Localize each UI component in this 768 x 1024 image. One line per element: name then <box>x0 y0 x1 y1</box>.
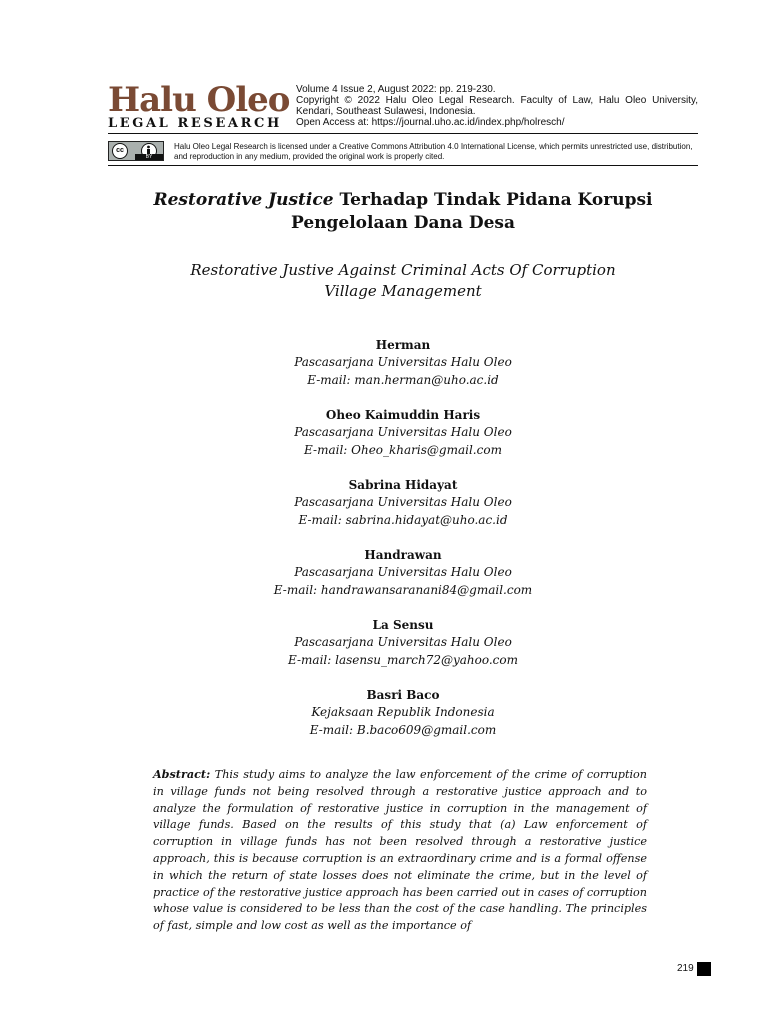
author-affiliation: Pascasarjana Universitas Halu Oleo <box>294 565 512 579</box>
author-block <box>108 336 698 406</box>
logo-main-text: Halu Oleo <box>108 80 290 120</box>
logo-sub-text: LEGAL RESEARCH <box>108 116 282 131</box>
page-marker-square <box>697 962 711 976</box>
title-italic-part: Restorative Justice <box>153 190 334 210</box>
paper-title <box>108 189 698 235</box>
author-name: Sabrina Hidayat <box>348 478 458 492</box>
author-list <box>108 336 698 756</box>
subtitle-line1: Restorative Justive Against Criminal Acts Of Corruption <box>190 261 616 279</box>
author-name: Basri Baco <box>366 688 440 702</box>
abstract-label: Abstract: <box>153 767 211 781</box>
author-email: E-mail: man.herman@uho.ac.id <box>307 372 499 387</box>
abstract-text: This study aims to analyze the law enforcement of the crime of corruption in village funds not being resolved through a restorative justice approach and to analyze the formulation of restorative justice in corruption in the management of village funds. Based on the results of this study that (a) Law enforcement of corruption in village funds has not been resolved through a restorative justice approach, this is because corruption is an extraordinary crime and is a formal offense in which the return of state losses does not eliminate the crime, but in the level of practice of the restorative justice approach has been carried out in cases of corruption whose value is considered to be less than the cost of the case handling. The principles of fast, simple and low cost as well as the importance of <box>153 768 647 933</box>
author-block <box>108 686 698 756</box>
volume-line: Volume 4 Issue 2, August 2022: pp. 219-230. <box>296 84 496 95</box>
author-name: Oheo Kaimuddin Haris <box>325 408 481 422</box>
author-block <box>108 406 698 476</box>
open-access-link[interactable]: Open Access at: https://journal.uho.ac.id/index.php/holresch/ <box>296 117 565 128</box>
author-email: E-mail: sabrina.hidayat@uho.ac.id <box>298 512 508 527</box>
abstract-paragraph <box>153 766 647 935</box>
title-line2: Pengelolaan Dana Desa <box>291 213 515 233</box>
author-name: La Sensu <box>372 618 434 632</box>
author-affiliation: Pascasarjana Universitas Halu Oleo <box>294 355 512 369</box>
author-email: E-mail: Oheo_kharis@gmail.com <box>304 442 502 457</box>
by-label: BY <box>135 154 163 160</box>
author-block <box>108 546 698 616</box>
author-affiliation: Pascasarjana Universitas Halu Oleo <box>294 495 512 509</box>
copyright-line: Copyright © 2022 Halu Oleo Legal Research. Faculty of Law, Halu Oleo University, Kendari, Southeast Sulawesi, Indonesia. <box>296 95 698 117</box>
journal-logo <box>108 82 288 131</box>
creative-commons-badge[interactable] <box>108 141 164 161</box>
author-name: Herman <box>375 338 431 352</box>
author-email: E-mail: handrawansaranani84@gmail.com <box>273 582 533 597</box>
author-affiliation: Kejaksaan Republik Indonesia <box>311 705 495 719</box>
author-affiliation: Pascasarjana Universitas Halu Oleo <box>294 635 512 649</box>
title-line1-rest: Terhadap Tindak Pidana Korupsi <box>333 190 653 210</box>
author-block <box>108 476 698 546</box>
publication-info <box>296 84 698 128</box>
license-text: Halu Oleo Legal Research is licensed under a Creative Commons Attribution 4.0 International License, which permits unrestricted use, distribution, and reproduction in any medium, provided the original work is properly cited. <box>174 142 693 161</box>
header-divider-bottom <box>108 165 698 166</box>
header-divider-top <box>108 133 698 134</box>
cc-icon: cc <box>112 143 128 159</box>
author-affiliation: Pascasarjana Universitas Halu Oleo <box>294 425 512 439</box>
paper-subtitle <box>108 260 698 302</box>
author-block <box>108 616 698 686</box>
author-name: Handrawan <box>364 548 442 562</box>
page-number: 219 <box>677 963 694 974</box>
author-email: E-mail: lasensu_march72@yahoo.com <box>288 652 518 667</box>
author-email: E-mail: B.baco609@gmail.com <box>309 722 497 737</box>
subtitle-line2: Village Management <box>324 282 482 300</box>
